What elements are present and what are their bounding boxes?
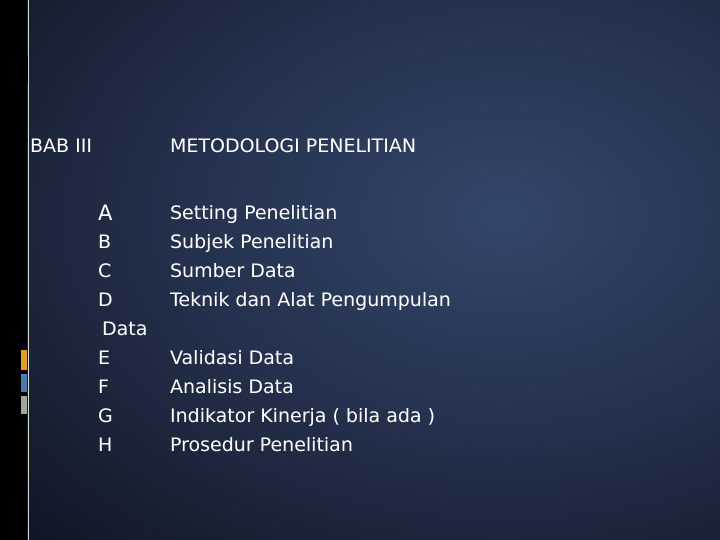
row-label-b: Subjek Penelitian (170, 231, 334, 253)
accent-bar-gray (21, 396, 27, 414)
row-label-a: Setting Penelitian (170, 202, 338, 224)
row-label-c: Sumber Data (170, 260, 296, 282)
row-label-g: Indikator Kinerja ( bila ada ) (170, 405, 436, 427)
row-label-d: Teknik dan Alat Pengumpulan (170, 289, 451, 311)
title-marker-block (18, 55, 28, 84)
row-label-h: Prosedur Penelitian (170, 434, 353, 456)
row-continuation-data: Data (102, 318, 148, 340)
chapter-title: METODOLOGI PENELITIAN (170, 135, 417, 157)
chapter-label: BAB III (30, 135, 92, 157)
row-letter-e: E (98, 347, 111, 369)
row-letter-h: H (98, 434, 113, 456)
row-letter-c: C (98, 260, 112, 282)
accent-bar-blue (21, 374, 27, 392)
row-letter-b: B (98, 231, 112, 253)
accent-bar-orange (21, 350, 27, 370)
row-letter-f: F (98, 376, 109, 398)
row-letter-g: G (98, 405, 113, 427)
row-letter-d: D (98, 289, 113, 311)
row-label-f: Analisis Data (170, 376, 294, 398)
sidebar-edge-line (28, 0, 29, 540)
row-label-e: Validasi Data (170, 347, 295, 369)
row-letter-a: A (98, 201, 113, 225)
